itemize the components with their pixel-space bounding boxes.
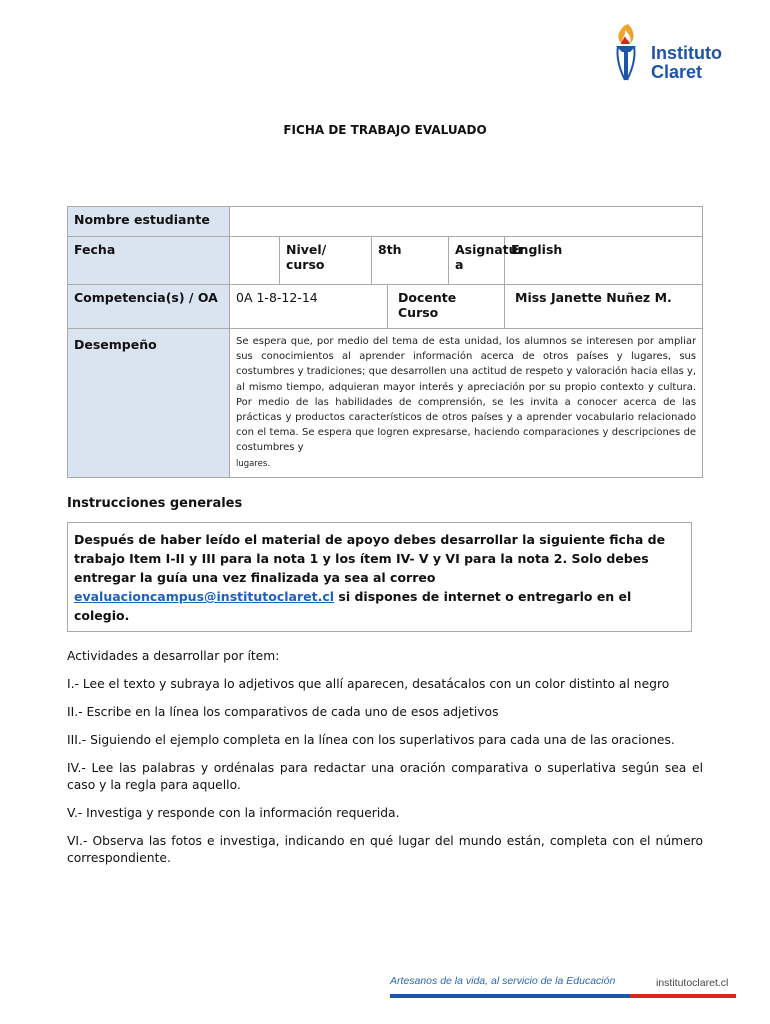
desempeno-cell [230,329,703,478]
student-info-table [67,206,703,478]
activity-item: V.- Investiga y responde con la información requerida. [67,806,400,820]
instructions-text: Después de haber leído el material de apoyo debes desarrollar la siguiente ficha de trabajo Item I-II y III para la nota 1 y los ítem IV- V y VI para la nota 2. Solo debes entregar la guía una vez finalizada ya sea al correo [74,532,666,585]
activity-item: IV.- Lee las palabras y ordénalas para redactar una oración comparativa o superlativa según sea el caso y la regla para aquello. [67,761,703,792]
asignatura-value: English [505,237,703,285]
activity-item: VI.- Observa las fotos e investiga, indicando en qué lugar del mundo están, completa con el número correspondiente. [67,834,703,865]
competencia-label: Competencia(s) / OA [68,285,230,329]
desempeno-text [236,334,696,472]
logo-line-2: Claret [651,62,703,82]
footer-slogan: Artesanos de la vida, al servicio de la Educación [390,975,616,987]
footer-color-bar [390,994,736,998]
asignatura-label: Asignatur a [449,237,505,285]
desempeno-label: Desempeño [68,329,230,478]
desempeno-tail: lugares. [236,458,271,469]
competencia-value: 0A 1-8-12-14 [230,285,388,329]
logo-wordmark [651,44,722,82]
footer-bar-red [630,994,736,998]
activity-item: III.- Siguiendo el ejemplo completa en la línea con los superlativos para cada una de las oraciones. [67,733,675,747]
footer-site: institutoclaret.cl [656,977,729,989]
fecha-field[interactable] [230,237,280,285]
instructions-box [67,522,692,632]
email-link[interactable]: evaluacioncampus@institutoclaret.cl [74,589,335,604]
instructions-heading: Instrucciones generales [67,496,243,511]
docente-label: Docente Curso [388,285,505,329]
nombre-label: Nombre estudiante [68,207,230,237]
nivel-value: 8th [372,237,449,285]
activity-item: II.- Escribe en la línea los comparativos de cada uno de esos adjetivos [67,705,499,719]
instructions-text-end: si dispones de internet o entregarlo en el colegio. [74,589,632,623]
activities-section [67,648,703,867]
docente-value: Miss Janette Nuñez M. [505,285,703,329]
logo-line-1: Instituto [651,43,722,63]
nivel-label: Nivel/ curso [280,237,372,285]
nombre-field[interactable] [230,207,703,237]
desempeno-body: Se espera que, por medio del tema de esta unidad, los alumnos se interesen por ampliar sus conocimientos al aprender información acerca de otros países y lugares, sus costumbres y tradiciones; que desarrollen una actitud de respeto y valoración hacia ellas y, al mismo tiempo, adquieran mayor interés y apreciación por su propio contexto y cultura. Por medio de las habilidades de comprensión, se les invita a conocer acerca de las prácticas y productos característicos de otros países y a aprender vocabulario relacionado con el tema. Se espera que logren expresarse, haciendo comparaciones y descripciones de costumbres y [236,336,697,454]
fecha-label: Fecha [68,237,230,285]
document-title: FICHA DE TRABAJO EVALUADO [283,123,487,137]
footer-bar-blue [390,994,630,998]
activities-heading: Actividades a desarrollar por ítem: [67,649,280,663]
activity-item: I.- Lee el texto y subraya lo adjetivos que allí aparecen, desatácalos con un color distinto al negro [67,677,670,691]
